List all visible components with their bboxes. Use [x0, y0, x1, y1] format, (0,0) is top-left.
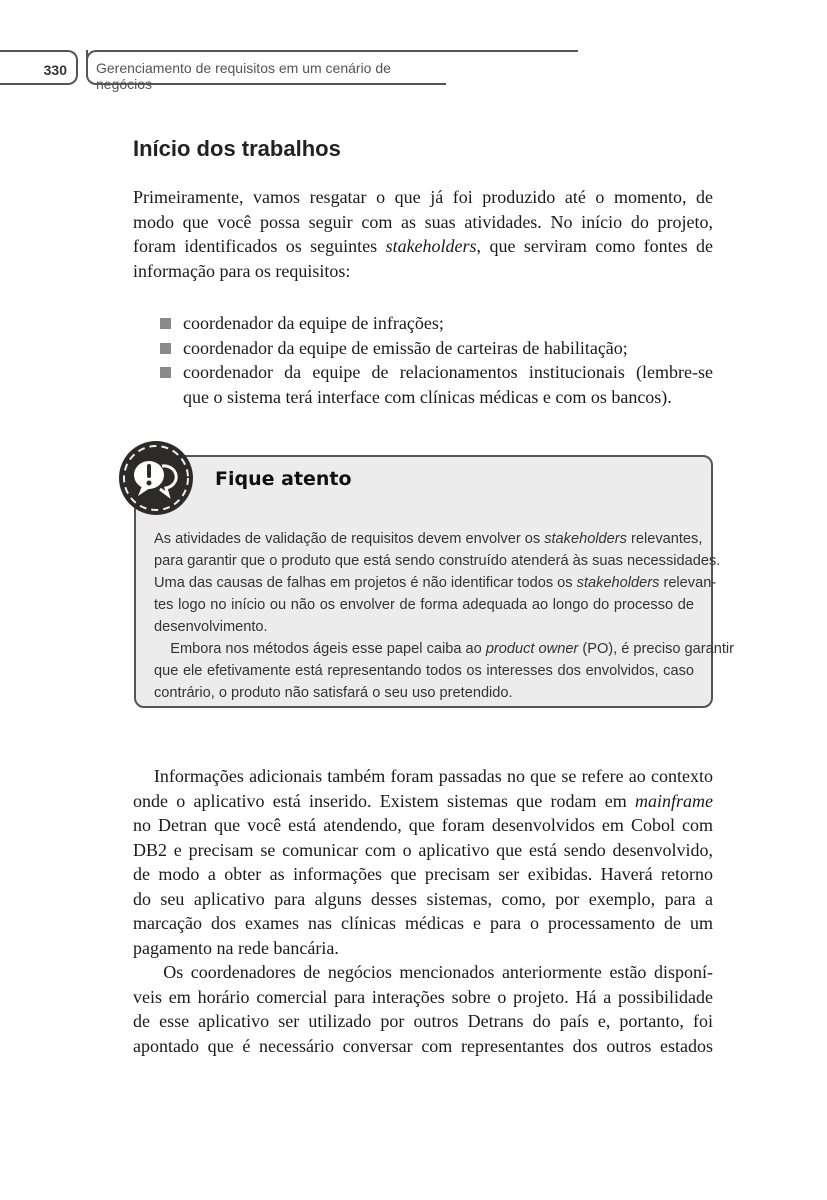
callout-text [154, 528, 735, 704]
text-line [133, 887, 713, 912]
text-run: DB2 e precisam se comunicar com o aplicativo que está sendo desenvolvido, [133, 839, 713, 860]
italic-term: product owner [485, 641, 579, 657]
text-line [183, 360, 713, 385]
text-line [133, 1009, 713, 1034]
text-run: desenvolvimento. [154, 619, 268, 635]
text-run: de modo a obter as informações que precisam ser exibidas. Haverá retorno [133, 864, 713, 884]
italic-term: mainframe [635, 790, 713, 811]
text-run: Informações adicionais também foram passadas no que se refere ao contexto [133, 766, 713, 786]
text-run: contrário, o produto não satisfará o seu uso pretendido. [154, 685, 513, 701]
text-line [183, 336, 713, 361]
text-run: no Detran que você está atendendo, que foram desenvolvidos em Cobol com [133, 815, 713, 835]
text-line [133, 764, 713, 789]
italic-term: stakeholders [544, 531, 627, 547]
text-line [154, 528, 703, 550]
text-run: veis em horário comercial para interações sobre o projeto. Há a possibilidade [133, 986, 713, 1007]
text-line [133, 813, 713, 838]
text-line [133, 1034, 713, 1059]
text-line [154, 660, 694, 682]
text-run: apontado que é necessário conversar com representantes dos outros estados [133, 1035, 713, 1056]
text-line [154, 682, 694, 704]
text-run: onde o aplicativo está inserido. Existem sistemas que rodam em [133, 790, 635, 811]
text-line [154, 550, 721, 572]
text-line [133, 862, 713, 887]
text-run: Os coordenadores de negócios mencionados anteriormente estão disponí- [133, 962, 713, 982]
text-line [183, 311, 713, 336]
text-run: para garantir que o produto que está sendo construído atenderá às suas necessidades. [154, 553, 721, 569]
text-run: de esse aplicativo ser utilizado por outros Detrans do país e, portanto, foi [133, 1011, 713, 1031]
square-bullet-icon [160, 343, 171, 354]
text-line [133, 936, 713, 961]
text-run: As atividades de validação de requisitos devem envolver os [154, 531, 545, 547]
text-line [133, 838, 713, 863]
text-run: , que serviram como fontes de [476, 236, 713, 256]
text-run: coordenador da equipe de infrações; [183, 313, 444, 333]
bullet-list [160, 311, 713, 409]
text-line [133, 210, 713, 235]
italic-term: stakeholders [576, 575, 660, 591]
text-run: pagamento na rede bancária. [133, 937, 339, 958]
text-run: foram identificados os seguintes [133, 236, 386, 256]
text-run: (PO), é preciso garantir [578, 641, 735, 657]
text-line [133, 259, 713, 284]
text-run: que ele efetivamente está representando todos os interesses dos envolvidos, caso [154, 663, 694, 679]
text-run: coordenador da equipe de relacionamentos institucionais (lembre-se [183, 362, 713, 382]
text-run: modo que você possa seguir com as suas atividades. No início do projeto, [133, 211, 713, 232]
running-title: Gerenciamento de requisitos em um cenário de negócios [86, 50, 446, 85]
text-line [154, 572, 717, 594]
text-run: do seu aplicativo para alguns desses sistemas, como, por exemplo, para a [133, 888, 713, 909]
text-run: Embora nos métodos ágeis esse papel caiba ao [154, 641, 486, 657]
text-line [133, 985, 713, 1010]
bullet-item [160, 336, 713, 361]
text-run: relevan- [659, 575, 717, 591]
text-line [133, 234, 713, 259]
text-line [154, 616, 694, 638]
square-bullet-icon [160, 318, 171, 329]
text-line [133, 185, 713, 210]
page-number: 330 [0, 50, 78, 85]
intro-paragraph [133, 185, 713, 283]
text-run: coordenador da equipe de emissão de carteiras de habilitação; [183, 337, 628, 358]
text-line [133, 789, 713, 814]
text-run: Primeiramente, vamos resgatar o que já foi produzido até o momento, de [133, 187, 713, 207]
bullet-item [160, 360, 713, 409]
italic-term: stakeholders [385, 236, 477, 256]
text-run: informação para os requisitos: [133, 260, 351, 281]
square-bullet-icon [160, 367, 171, 378]
text-line [154, 594, 694, 616]
text-run: relevantes, [626, 531, 703, 547]
callout-title: Fique atento [215, 468, 352, 490]
body-paragraphs [133, 764, 713, 1058]
text-line [183, 385, 713, 410]
text-run: que o sistema terá interface com clínicas médicas e com os bancos). [183, 386, 672, 407]
speech-bubble-alert-icon [118, 440, 194, 516]
section-title: Início dos trabalhos [133, 136, 341, 161]
bullet-item [160, 311, 713, 336]
text-line [154, 638, 735, 660]
text-run: tes logo no início ou não os envolver de forma adequada ao longo do processo de [154, 597, 694, 613]
text-line [133, 960, 713, 985]
text-run: Uma das causas de falhas em projetos é não identificar todos os [154, 575, 577, 591]
text-run: marcação dos exames nas clínicas médicas e para o processamento de um [133, 913, 713, 933]
text-line [133, 911, 713, 936]
